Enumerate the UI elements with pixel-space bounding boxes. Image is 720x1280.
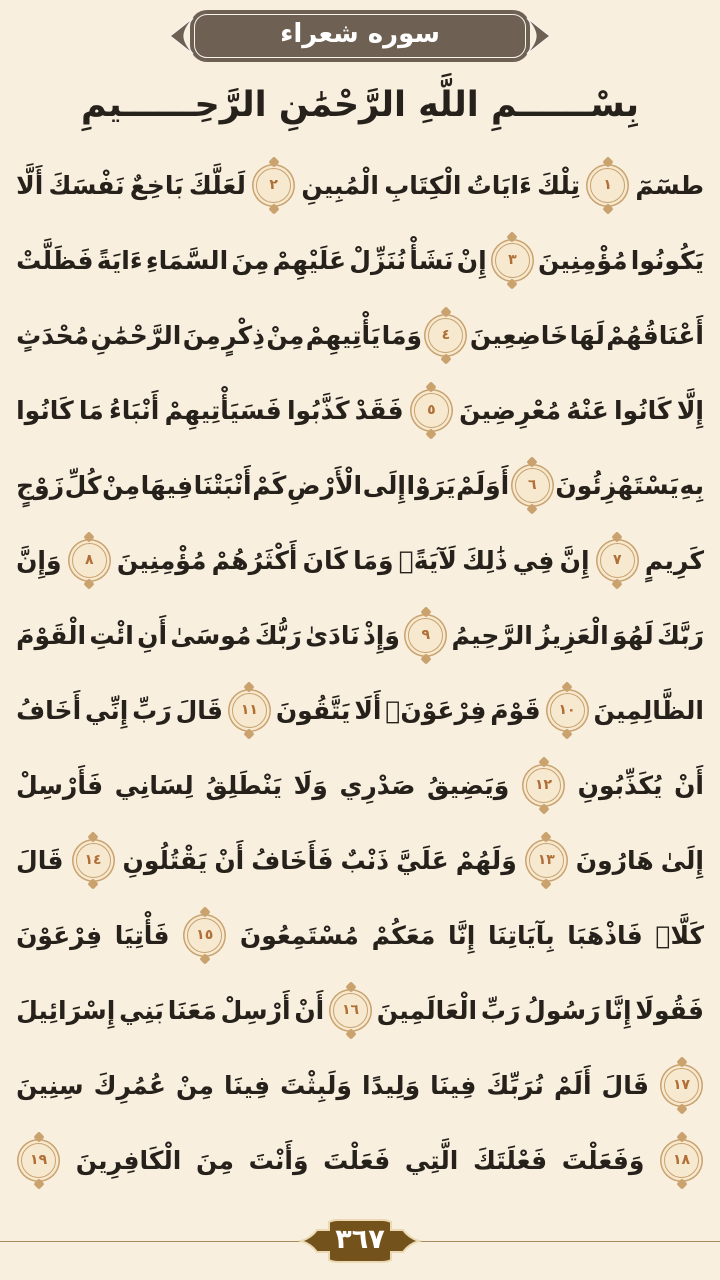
quran-word: طسٓمٓ [635, 171, 704, 200]
quran-word: كَلَّاۖ [655, 921, 704, 950]
quran-word: الْعَزِيزُ [536, 621, 609, 650]
quran-word: الْكِتَابِ [384, 171, 462, 200]
quran-word: إِنِّي [85, 696, 129, 725]
quran-line [16, 823, 704, 898]
quran-line [16, 748, 704, 823]
quran-word: يَنْطَلِقُ [205, 771, 282, 800]
ayah-number-badge [333, 993, 368, 1028]
quran-word: بِهِ [679, 471, 704, 500]
quran-word: وَلَا [293, 771, 328, 800]
quran-word: يُكَذِّبُونِ [577, 771, 663, 800]
quran-word: مُعْرِضِينَ [459, 396, 562, 425]
quran-word: مَا [78, 396, 104, 425]
quran-line [16, 373, 704, 448]
quran-word: الْعَالَمِينَ [376, 996, 478, 1025]
ayah-number-badge [76, 843, 111, 878]
quran-word: الرَّحِيمُ [451, 621, 533, 650]
quran-word: فَقُولَا [635, 996, 704, 1025]
ayah-number-badge [529, 843, 564, 878]
quran-word: مِنَ [182, 321, 221, 350]
quran-word: كَانُوا [614, 396, 672, 425]
quran-word: بِآيَاتِنَا [488, 921, 555, 950]
quran-word: مُؤْمِنِينَ [538, 246, 628, 275]
quran-word: فَأَرْسِلْ [16, 771, 104, 800]
quran-word: الرَّحْمَٰنِ [90, 321, 182, 350]
quran-word: أَلَمْ [553, 1071, 592, 1100]
quran-word: وَمَا [353, 546, 394, 575]
quran-word: لَعَلَّكَ [188, 171, 246, 200]
quran-word: مُحْدَثٍ [16, 321, 90, 350]
quran-word: مُسْتَمِعُونَ [239, 921, 359, 950]
quran-word: وَأَنْتَ [248, 1146, 309, 1175]
quran-word: وَمَا [381, 321, 423, 350]
quran-word: فِينَا [430, 1071, 477, 1100]
banner-finial-right-icon [526, 16, 552, 56]
quran-word: وَإِذْ [362, 621, 400, 650]
quran-line [16, 223, 704, 298]
quran-word: رَبِّ [480, 996, 521, 1025]
quran-word: ائْتِ [89, 621, 134, 650]
quran-word: مِنْ [266, 321, 305, 350]
quran-word: فِي [512, 546, 555, 575]
quran-word: الظَّالِمِينَ [593, 696, 704, 725]
quran-word: فَأَخَافُ [251, 846, 334, 875]
quran-word: فِرْعَوْنَۚ [385, 696, 487, 725]
quran-word: إِلَى [362, 471, 406, 500]
quran-word: فَعَلْتَ [323, 1146, 391, 1175]
quran-line [16, 1123, 704, 1198]
quran-word: تِلْكَ [537, 171, 580, 200]
quran-word: قَالَ [175, 696, 224, 725]
quran-word: عُمُرِكَ [93, 1071, 166, 1100]
quran-word: السَّمَاءِ [145, 246, 229, 275]
header [0, 10, 720, 62]
ayah-number-badge [526, 768, 561, 803]
quran-word: ذَنْبٌ [340, 846, 390, 875]
quran-word: أَنْ [214, 846, 245, 875]
ayah-number-badge [414, 393, 449, 428]
quran-word: أَرْسِلْ [220, 996, 291, 1025]
quran-word: مُوسَىٰ [170, 621, 252, 650]
quran-word: يَتَّقُونَ [275, 696, 351, 725]
ayah-number-badge [187, 918, 222, 953]
ayah-number-badge [408, 618, 443, 653]
quran-word: نُنَزِّلْ [349, 246, 407, 275]
quran-word: نَفْسَكَ [48, 171, 125, 200]
quran-word: يَكُونُوا [630, 246, 704, 275]
quran-line [16, 898, 704, 973]
page-number-badge[interactable] [298, 1216, 422, 1266]
quran-word: الْكَافِرِينَ [75, 1146, 182, 1175]
surah-title-banner[interactable] [190, 10, 530, 62]
quran-word: فَظَلَّتْ [16, 246, 94, 275]
quran-word: لَهُوَ [612, 621, 654, 650]
quran-word: مِنْ [102, 471, 141, 500]
quran-word: أَنْ [294, 996, 325, 1025]
ayah-number: ١٧ [672, 1076, 691, 1093]
quran-word: أَكْثَرُهُمْ [211, 546, 298, 575]
quran-word: مُؤْمِنِينَ [116, 546, 207, 575]
quran-word: أَنْبَاءُ [109, 396, 160, 425]
quran-word: مَعَكُمْ [371, 921, 436, 950]
quran-word: فَعْلَتَكَ [472, 1146, 548, 1175]
ayah-number: ١٥ [196, 926, 214, 943]
ayah-number-badge [550, 693, 585, 728]
quran-word: رَسُولُ [524, 996, 601, 1025]
quran-line [16, 973, 704, 1048]
quran-word: هَارُونَ [575, 846, 654, 875]
banner-inner-frame [194, 14, 526, 58]
quran-word: وَلِيدًا [361, 1071, 421, 1100]
ayah-number: ٩ [421, 626, 430, 643]
quran-word: نَادَىٰ [305, 621, 360, 650]
quran-word: فِرْعَوْنَ [16, 921, 103, 950]
quran-word: يَرَوْا [406, 471, 456, 500]
ayah-number: ١٣ [537, 851, 555, 868]
quran-word: ذَٰلِكَ [462, 546, 508, 575]
quran-line [16, 1048, 704, 1123]
quran-word: وَإِنَّ [16, 546, 62, 575]
ayah-number-badge [600, 543, 635, 578]
quran-line [16, 298, 704, 373]
quran-word: أَخَافُ [16, 696, 82, 725]
quran-word: مِنَ [195, 1146, 234, 1175]
ayah-number: ٣ [508, 251, 517, 268]
quran-word: رَبِّ [132, 696, 172, 725]
quran-word: أَنْبَتْنَا [193, 471, 252, 500]
quran-line [16, 523, 704, 598]
quran-word: وَلَهُمْ [455, 846, 517, 875]
quran-word: فِيهَا [140, 471, 194, 500]
quran-line [16, 448, 704, 523]
quran-word: كُلِّ [64, 471, 102, 500]
quran-word: يَقْتُلُونِ [122, 846, 208, 875]
quran-word: إِسْرَائِيلَ [16, 996, 116, 1025]
quran-word: فَقَدْ [354, 396, 404, 425]
quran-word: لَهَا [569, 321, 605, 350]
quran-word: بَنِي [119, 996, 164, 1025]
quran-word: عَنْهُ [566, 396, 609, 425]
ayah-number-badge [590, 168, 625, 203]
quran-word: بَاخِعٌ [129, 171, 184, 200]
quran-line [16, 598, 704, 673]
ayah-number: ١ [603, 176, 612, 193]
quran-word: نَشَأْ [409, 246, 454, 275]
banner-finial-left-icon [168, 16, 194, 56]
quran-word: إِلَّا [676, 396, 704, 425]
ayah-number-badge [21, 1143, 56, 1178]
ayah-number: ١٠ [558, 701, 576, 718]
quran-word: عَلَيَّ [396, 846, 449, 875]
ayah-number: ١٤ [84, 851, 102, 868]
quran-word: سِنِينَ [16, 1071, 84, 1100]
quran-word: خَاضِعِينَ [469, 321, 569, 350]
quran-word: كَانَ [302, 546, 348, 575]
ayah-number: ٢ [269, 176, 278, 193]
quran-word: الْقَوْمَ [16, 621, 87, 650]
quran-word: عَلَيْهِمْ [272, 246, 347, 275]
quran-word: يَسْتَهْزِئُونَ [555, 471, 679, 500]
quran-word: يَأْتِيهِمْ [305, 321, 381, 350]
quran-word: أَلَا [354, 696, 382, 725]
ayah-number-badge [495, 243, 530, 278]
ayah-number-badge [515, 468, 550, 503]
quran-word: وَفَعَلْتَ [561, 1146, 645, 1175]
quran-word: إِنْ [456, 246, 487, 275]
quran-word: الَّتِي [404, 1146, 459, 1175]
quran-word: فِينَا [223, 1071, 271, 1100]
ayah-number: ٧ [612, 551, 622, 568]
quran-word: الْأَرْضِ [286, 471, 363, 500]
quran-word: مَعَنَا [167, 996, 217, 1025]
ayah-number-badge [428, 318, 463, 353]
ayah-number: ١٩ [30, 1151, 48, 1168]
quran-word: وَلَبِثْتَ [280, 1071, 352, 1100]
ayah-number-badge [664, 1143, 699, 1178]
quran-word: ءَايَاتُ [466, 171, 532, 200]
quran-word: إِلَىٰ [660, 846, 704, 875]
quran-word: فَاذْهَبَا [567, 921, 643, 950]
ayah-number: ٥ [427, 401, 436, 418]
ayah-number: ١١ [240, 701, 258, 718]
quran-word: فَأْتِيَا [114, 921, 170, 950]
ayah-number-badge [72, 543, 107, 578]
ayah-number-badge [232, 693, 267, 728]
quran-word: مِنْ [175, 1071, 214, 1100]
quran-word: فَسَيَأْتِيهِمْ [164, 396, 282, 425]
quran-word: وَيَضِيقُ [427, 771, 510, 800]
quran-word: مِنَ [231, 246, 270, 275]
ayah-number-badge [664, 1068, 699, 1103]
page-number: ٣٦٧ [335, 1224, 385, 1255]
ayah-number: ١٨ [672, 1151, 691, 1168]
quran-word: إِنَّا [604, 996, 632, 1025]
bismillah-text: بِسْــــــمِ اللَّهِ الرَّحْمَٰنِ الرَّحِــــــيمِ [81, 85, 639, 125]
quran-word: لِسَانِي [114, 771, 194, 800]
quran-word: أَنِ [137, 621, 168, 650]
ayah-number: ٨ [84, 551, 94, 568]
quran-word: أَنْ [674, 771, 704, 800]
quran-word: قَالَ [16, 846, 64, 875]
quran-word: رَبُّكَ [254, 621, 302, 650]
quran-word: نُرَبِّكَ [486, 1071, 544, 1100]
quran-word: كَذَّبُوا [286, 396, 350, 425]
quran-word: إِنَّا [448, 921, 476, 950]
surah-title: سوره شعراء [280, 19, 440, 49]
quran-word: أَوَلَمْ [456, 471, 510, 500]
quran-word: زَوْجٍ [16, 471, 65, 500]
ayah-number: ١٦ [341, 1001, 360, 1018]
quran-word: ذِكْرٍ [222, 321, 265, 350]
quran-word: كَمْ [252, 471, 287, 500]
quran-line [16, 673, 704, 748]
ayah-number-badge [256, 168, 291, 203]
quran-word: كَرِيمٍ [644, 546, 704, 575]
quran-word: كَانُوا [16, 396, 74, 425]
quran-word: قَوْمَ [490, 696, 541, 725]
ayah-number: ٤ [441, 326, 451, 343]
quran-page-body [16, 148, 704, 1198]
quran-word: أَلَّا [16, 171, 44, 200]
quran-word: صَدْرِي [339, 771, 416, 800]
quran-word: ءَايَةً [96, 246, 143, 275]
quran-word: إِنَّ [559, 546, 590, 575]
quran-word: قَالَ [601, 1071, 649, 1100]
quran-line [16, 148, 704, 223]
ayah-number: ٦ [528, 476, 537, 493]
quran-word: رَبَّكَ [656, 621, 704, 650]
quran-word: لَآيَةًۖ [398, 546, 457, 575]
ayah-number: ١٢ [534, 776, 553, 793]
quran-word: الْمُبِينِ [301, 171, 379, 200]
quran-word: أَعْنَاقُهُمْ [606, 321, 704, 350]
